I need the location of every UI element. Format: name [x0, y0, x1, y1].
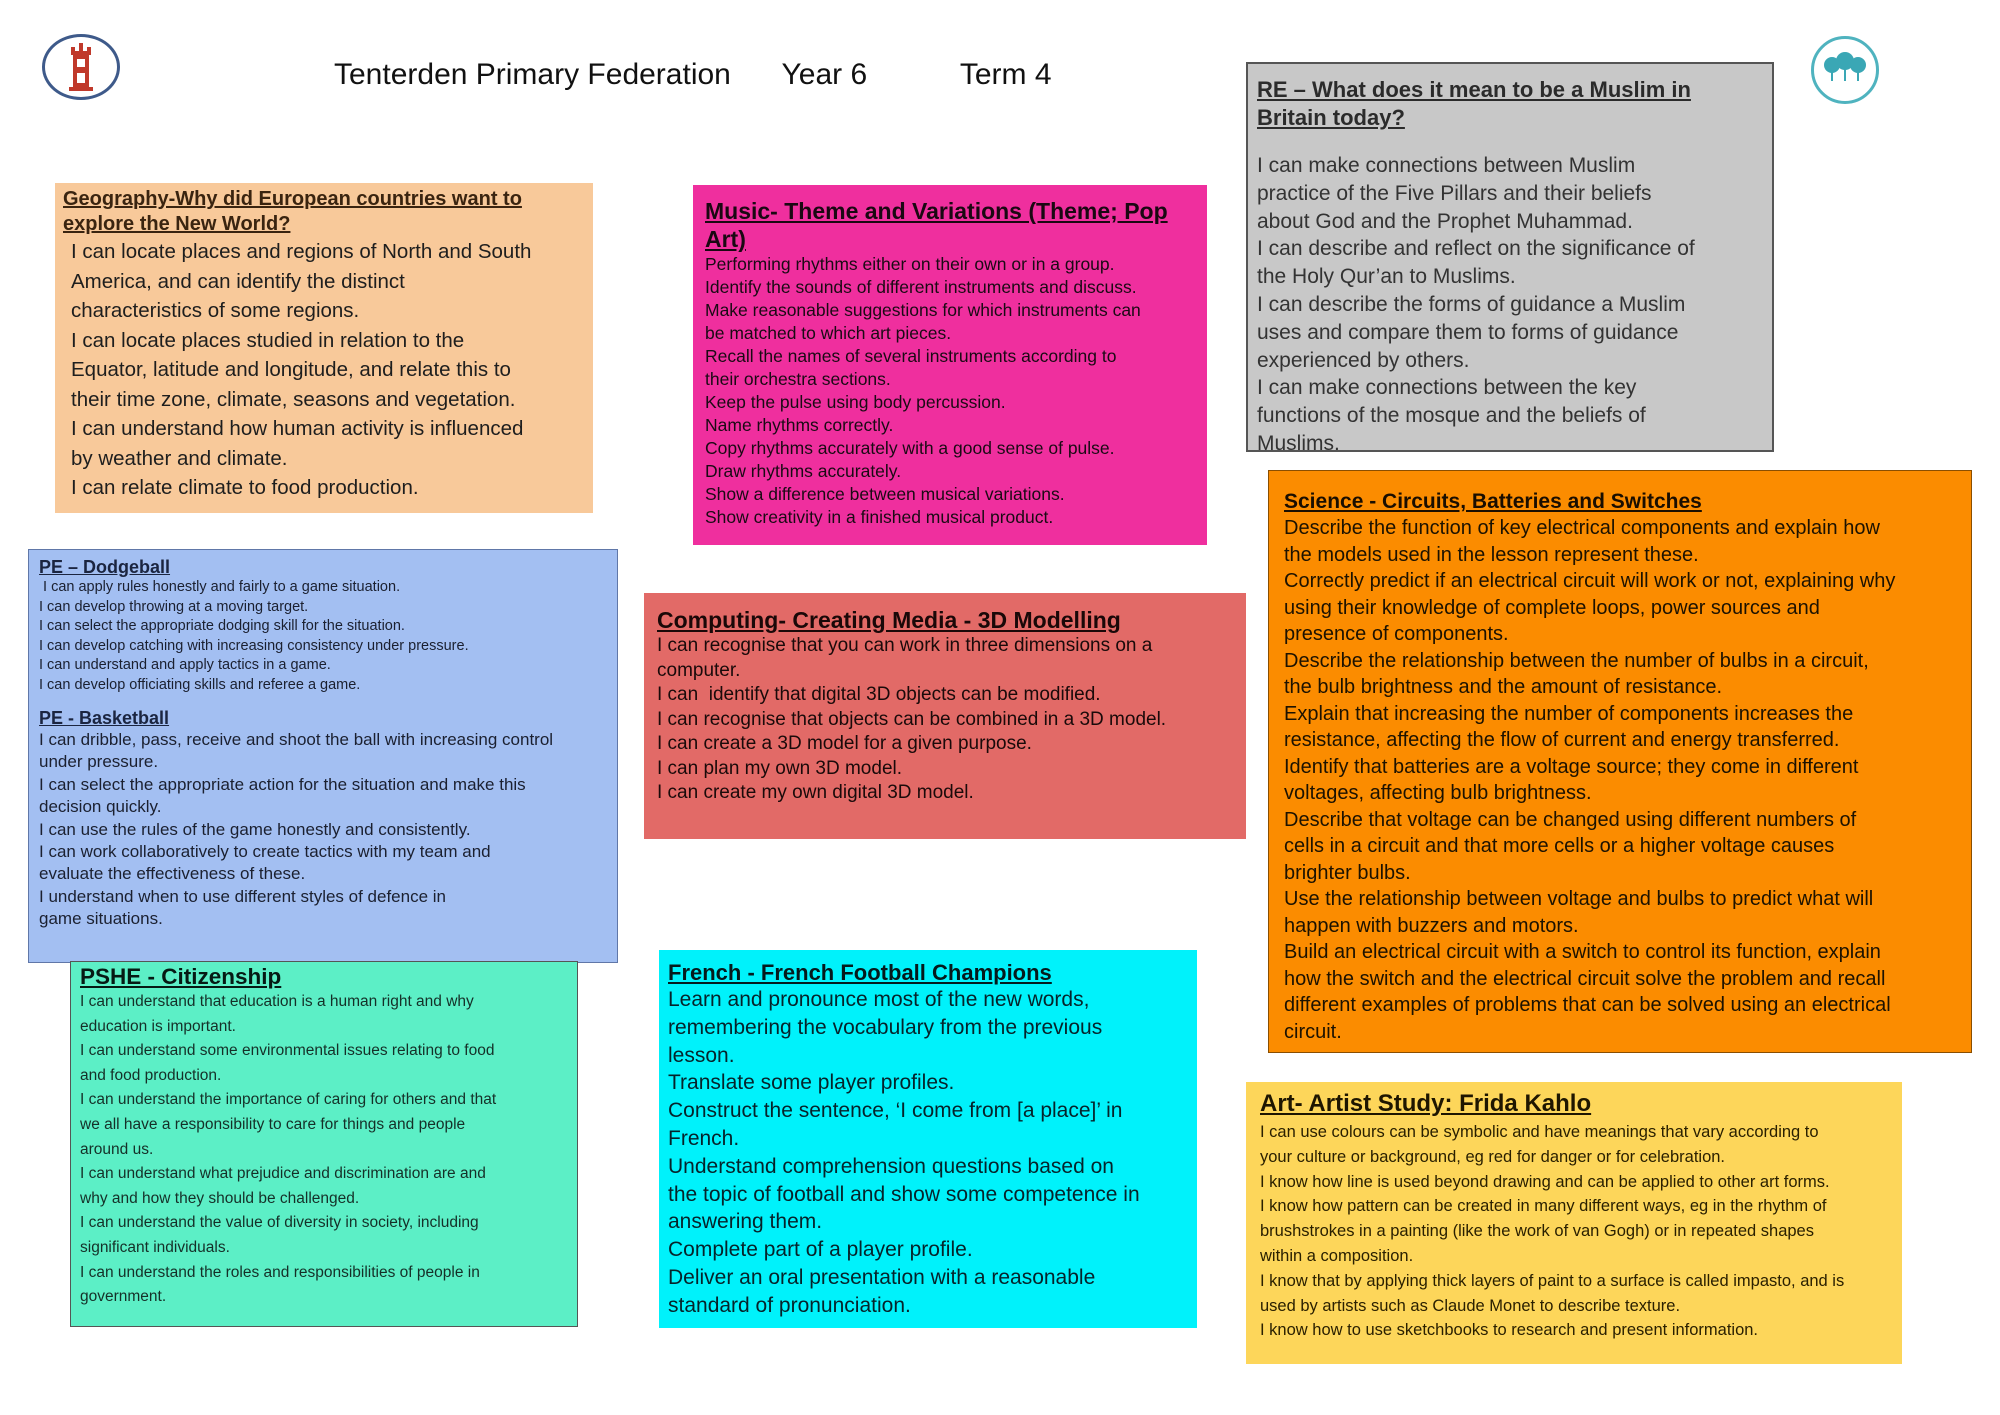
three-trees-logo-icon — [1814, 39, 1876, 101]
list-item: I can understand the value of diversity in society, including — [80, 1214, 479, 1232]
pshe-title: PSHE - Citizenship — [80, 964, 282, 989]
french-objectives — [668, 986, 1189, 1320]
list-item: within a composition. — [1260, 1246, 1414, 1265]
list-item: French. — [668, 1126, 740, 1150]
list-item: about God and the Prophet Muhammad. — [1257, 209, 1633, 233]
list-item: Copy rhythms accurately with a good sense of pulse. — [705, 438, 1115, 458]
list-item: I can locate places studied in relation to the — [71, 328, 465, 352]
list-item: Describe the function of key electrical components and explain how — [1284, 517, 1880, 539]
list-item: their orchestra sections. — [705, 369, 891, 389]
list-item: Complete part of a player profile. — [668, 1238, 973, 1262]
list-item: I can select the appropriate action for the situation and make this — [39, 774, 526, 794]
list-item: I can recognise that objects can be combined in a 3D model. — [657, 708, 1167, 730]
list-item: characteristics of some regions. — [71, 299, 360, 322]
list-item: Identify the sounds of different instruments and discuss. — [705, 277, 1137, 297]
list-item: evaluate the effectiveness of these. — [39, 864, 306, 884]
list-item: I can understand the roles and responsibilities of people in — [80, 1263, 480, 1281]
list-item: game situations. — [39, 909, 163, 929]
list-item: circuit. — [1284, 1020, 1342, 1043]
list-item: Show creativity in a finished musical product. — [705, 507, 1054, 527]
art-title: Art- Artist Study: Frida Kahlo — [1260, 1090, 1592, 1117]
list-item: I can make connections between Muslim — [1257, 154, 1636, 177]
list-item: happen with buzzers and motors. — [1284, 914, 1579, 937]
list-item: remembering the vocabulary from the previous — [668, 1015, 1103, 1039]
list-item: computer. — [657, 659, 741, 681]
pe-dodgeball-objectives — [39, 578, 609, 695]
music-objectives — [705, 253, 1197, 529]
list-item: I can develop throwing at a moving target. — [39, 598, 309, 615]
list-item: I can make connections between the key — [1257, 376, 1637, 400]
list-item: the bulb brightness and the amount of resistance. — [1284, 676, 1723, 698]
list-item: uses and compare them to forms of guidance — [1257, 320, 1679, 344]
list-item: I know how to use sketchbooks to research and present information. — [1260, 1321, 1759, 1340]
list-item: I can dribble, pass, receive and shoot the ball with increasing control — [39, 730, 554, 749]
list-item: I can describe and reflect on the significance of — [1257, 237, 1695, 261]
list-item: Make reasonable suggestions for which instruments can — [705, 300, 1141, 320]
list-item: Use the relationship between voltage and bulbs to predict what will — [1284, 888, 1874, 910]
list-item: voltages, affecting bulb brightness. — [1284, 782, 1592, 804]
list-item: be matched to which art pieces. — [705, 323, 952, 343]
pshe-objectives — [80, 990, 569, 1310]
list-item: I can relate climate to food production. — [71, 476, 419, 499]
list-item: Deliver an oral presentation with a reasonable — [668, 1265, 1096, 1289]
pe-dodgeball-title: PE – Dodgeball — [39, 557, 171, 577]
re-title: RE – What does it mean to be a Muslim in Britain today? — [1257, 77, 1691, 130]
list-item: I can develop catching with increasing consistency under pressure. — [39, 637, 469, 654]
list-item: under pressure. — [39, 752, 159, 772]
list-item: and food production. — [80, 1066, 222, 1084]
list-item: I can understand how human activity is influenced — [71, 417, 524, 440]
church-tower-crest-icon — [45, 37, 117, 97]
list-item: I know how line is used beyond drawing and can be applied to other art forms. — [1260, 1172, 1830, 1191]
list-item: education is important. — [80, 1017, 236, 1035]
list-item: I can locate places and regions of North and South — [71, 240, 532, 263]
list-item: Construct the sentence, ‘I come from [a place]’ in — [668, 1099, 1123, 1123]
list-item: Learn and pronounce most of the new words, — [668, 988, 1090, 1011]
list-item: I can identify that digital 3D objects can be modified. — [657, 684, 1101, 705]
list-item: I can select the appropriate dodging skill for the situation. — [39, 618, 405, 634]
school-crest-logo — [42, 34, 120, 100]
list-item: used by artists such as Claude Monet to describe texture. — [1260, 1296, 1681, 1315]
science-title: Science - Circuits, Batteries and Switches — [1284, 490, 1702, 513]
list-item: I can recognise that you can work in three dimensions on a — [657, 635, 1153, 656]
re-objectives — [1257, 152, 1762, 452]
list-item: Draw rhythms accurately. — [705, 461, 902, 481]
list-item: using their knowledge of complete loops, power sources and — [1284, 596, 1820, 619]
list-item: I can understand and apply tactics in a game. — [39, 657, 331, 673]
list-item: America, and can identify the distinct — [71, 269, 405, 293]
page-header — [334, 58, 1052, 92]
list-item: Build an electrical circuit with a switch to control its function, explain — [1284, 941, 1881, 963]
list-item: Show a difference between musical variations. — [705, 484, 1065, 504]
list-item: Understand comprehension questions based on — [668, 1154, 1114, 1178]
list-item: the models used in the lesson represent these. — [1284, 543, 1699, 566]
list-item: I can use the rules of the game honestly and consistently. — [39, 819, 471, 839]
list-item: Describe the relationship between the number of bulbs in a circuit, — [1284, 649, 1869, 672]
term-label: Term 4 — [959, 58, 1052, 91]
list-item: different examples of problems that can be solved using an electrical — [1284, 994, 1891, 1016]
geography-title: Geography-Why did European countries want to explore the New World? — [63, 188, 522, 235]
list-item: why and how they should be challenged. — [80, 1189, 360, 1207]
list-item: Explain that increasing the number of components increases the — [1284, 702, 1854, 725]
list-item: I can develop officiating skills and referee a game. — [39, 676, 361, 693]
french-title: French - French Football Champions — [668, 960, 1052, 985]
list-item: Translate some player profiles. — [668, 1071, 955, 1095]
list-item: I can use colours can be symbolic and have meanings that vary according to — [1260, 1123, 1819, 1141]
list-item: I can understand that education is a human right and why — [80, 993, 474, 1010]
list-item: I can understand the importance of caring for others and that — [80, 1091, 497, 1109]
art-panel — [1246, 1082, 1902, 1364]
list-item: I can create my own digital 3D model. — [657, 782, 974, 803]
pe-basketball-objectives — [39, 729, 609, 931]
list-item: answering them. — [668, 1210, 823, 1234]
list-item: around us. — [80, 1140, 154, 1158]
federation-logo — [1811, 36, 1879, 104]
list-item: Identify that batteries are a voltage source; they come in different — [1284, 755, 1859, 778]
list-item: functions of the mosque and the beliefs of — [1257, 404, 1646, 428]
list-item: standard of pronunciation. — [668, 1293, 911, 1317]
science-objectives — [1284, 515, 1961, 1045]
pe-panel — [28, 549, 618, 963]
list-item: we all have a responsibility to care for things and people — [80, 1115, 466, 1133]
list-item: government. — [80, 1288, 167, 1306]
computing-title: Computing- Creating Media - 3D Modelling — [657, 607, 1121, 633]
list-item: experienced by others. — [1257, 348, 1470, 372]
list-item: by weather and climate. — [71, 446, 288, 470]
list-item: I can create a 3D model for a given purpose. — [657, 733, 1032, 754]
list-item: brighter bulbs. — [1284, 861, 1411, 884]
list-item: your culture or background, eg red for danger or for celebration. — [1260, 1147, 1726, 1166]
list-item: the topic of football and show some competence in — [668, 1182, 1140, 1206]
list-item: lesson. — [668, 1043, 735, 1067]
list-item: I can apply rules honestly and fairly to a game situation. — [39, 579, 401, 595]
geography-objectives — [63, 237, 583, 503]
list-item: I know that by applying thick layers of paint to a surface is called impasto, and is — [1260, 1271, 1845, 1290]
list-item: I understand when to use different styles of defence in — [39, 886, 447, 906]
list-item: Name rhythms correctly. — [705, 415, 894, 435]
list-item: Performing rhythms either on their own or in a group. — [705, 254, 1115, 274]
pshe-panel — [70, 961, 578, 1327]
list-item: I can understand what prejudice and discrimination are and — [80, 1165, 486, 1183]
re-panel — [1246, 62, 1774, 452]
year-label: Year 6 — [781, 58, 868, 91]
list-item: Muslims. — [1257, 431, 1340, 452]
list-item: I can work collaboratively to create tactics with my team and — [39, 842, 491, 862]
list-item: I can understand some environmental issues relating to food — [80, 1042, 495, 1060]
list-item: cells in a circuit and that more cells or a higher voltage causes — [1284, 835, 1835, 857]
art-objectives — [1260, 1120, 1894, 1343]
list-item: Correctly predict if an electrical circuit will work or not, explaining why — [1284, 570, 1896, 592]
list-item: decision quickly. — [39, 797, 162, 817]
music-panel — [693, 185, 1207, 545]
list-item: presence of components. — [1284, 623, 1509, 645]
list-item: brushstrokes in a painting (like the work of van Gogh) or in repeated shapes — [1260, 1222, 1814, 1241]
french-panel — [659, 950, 1197, 1328]
list-item: I can describe the forms of guidance a Muslim — [1257, 292, 1686, 316]
list-item: practice of the Five Pillars and their beliefs — [1257, 181, 1652, 205]
music-title: Music- Theme and Variations (Theme; Pop Art) — [705, 198, 1168, 252]
geography-panel — [55, 183, 593, 513]
list-item: the Holy Qur’an to Muslims. — [1257, 265, 1516, 289]
school-name: Tenterden Primary Federation — [334, 58, 731, 91]
list-item: their time zone, climate, seasons and vegetation. — [71, 387, 516, 411]
science-panel — [1268, 470, 1972, 1053]
computing-panel — [644, 593, 1246, 839]
list-item: Describe that voltage can be changed using different numbers of — [1284, 808, 1857, 831]
list-item: significant individuals. — [80, 1238, 230, 1256]
pe-basketball-title: PE - Basketball — [39, 708, 170, 728]
list-item: Keep the pulse using body percussion. — [705, 392, 1006, 412]
list-item: Equator, latitude and longitude, and relate this to — [71, 358, 511, 381]
list-item: Recall the names of several instruments according to — [705, 346, 1117, 366]
computing-objectives — [657, 634, 1236, 806]
list-item: I can plan my own 3D model. — [657, 757, 903, 779]
list-item: resistance, affecting the flow of current and energy transferred. — [1284, 729, 1840, 751]
list-item: I know how pattern can be created in many different ways, eg in the rhythm of — [1260, 1197, 1827, 1216]
list-item: how the switch and the electrical circuit solve the problem and recall — [1284, 967, 1886, 990]
